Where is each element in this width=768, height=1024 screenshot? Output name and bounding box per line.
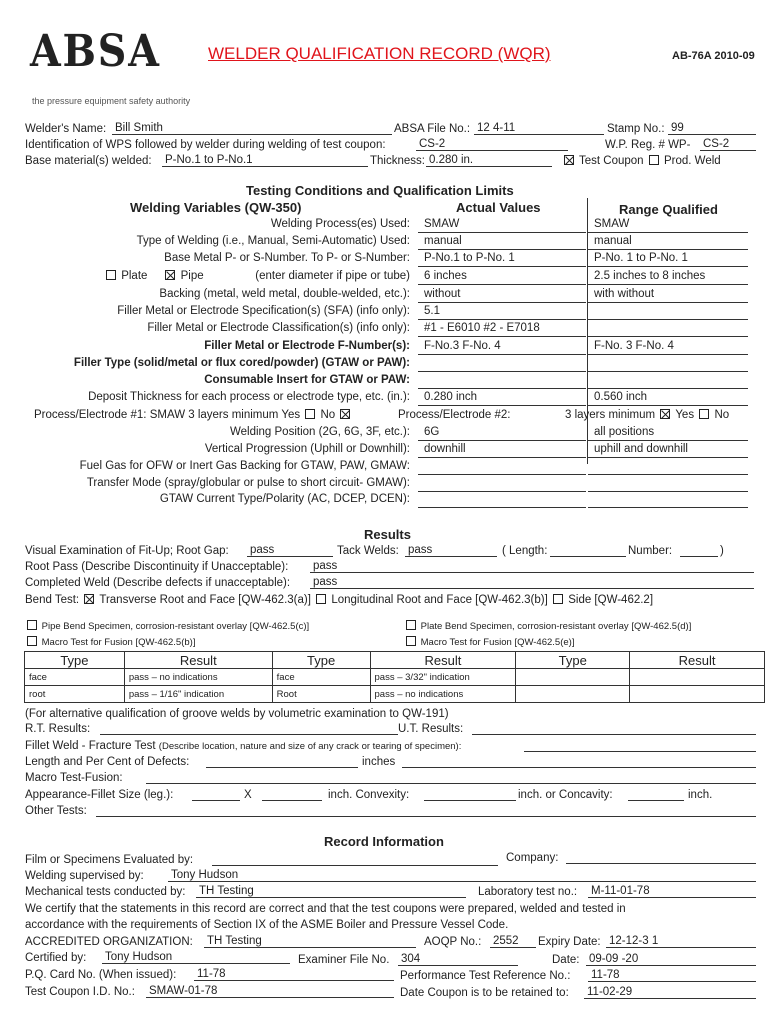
- inch-label: inch.: [688, 789, 713, 801]
- process2-yes-label: Yes: [675, 409, 695, 421]
- plate-bend-label: Plate Bend Specimen, corrosion-resistant overlay [QW-462.5(d)]: [420, 621, 692, 632]
- table-header-cell: Type: [272, 652, 370, 669]
- range-qualified-field[interactable]: 2.5 inches to 8 inches: [588, 269, 748, 285]
- macro1-label: Macro Test for Fusion [QW-462.5(b)]: [41, 637, 196, 648]
- range-qualified-field[interactable]: 0.560 inch: [588, 390, 748, 406]
- process1-label: Process/Electrode #1: SMAW 3 layers minimum Yes: [34, 409, 301, 421]
- side-checkbox[interactable]: [553, 594, 563, 604]
- side-label: Side [QW-462.2]: [568, 594, 654, 606]
- actual-value-field[interactable]: P-No.1 to P-No. 1: [418, 251, 586, 267]
- plate-pipe-group: [104, 270, 204, 282]
- variable-label: (enter diameter if pipe or tube): [255, 270, 410, 282]
- variable-label: Deposit Thickness for each process or electrode type, etc. (in.):: [88, 391, 410, 403]
- convexity-field[interactable]: [424, 788, 516, 801]
- examiner-label: Examiner File No.: [298, 954, 390, 966]
- length-defects-field[interactable]: [206, 755, 358, 768]
- lab-field[interactable]: M-11-01-78: [588, 885, 756, 898]
- macro1-group: [25, 636, 195, 648]
- pq-field[interactable]: 11-78: [194, 968, 394, 981]
- macro2-group: [404, 636, 574, 648]
- certify-line2: accordance with the requirements of Section IX of the ASME Boiler and Pressure Vessel Code.: [25, 919, 509, 931]
- variable-label: Transfer Mode (spray/globular or pulse to short circuit- GMAW):: [86, 477, 410, 489]
- lab-label: Laboratory test no.:: [478, 886, 578, 898]
- base-material-field[interactable]: P-No.1 to P-No.1: [162, 154, 368, 167]
- wps-label: Identification of WPS followed by welder during welding of test coupon:: [25, 139, 386, 151]
- form-number: AB-76A 2010-09: [672, 50, 755, 62]
- ut-label: U.T. Results:: [398, 723, 464, 735]
- range-qualified-field[interactable]: [588, 356, 748, 372]
- table-cell[interactable]: face: [272, 669, 370, 686]
- testing-heading: Testing Conditions and Qualification Limits: [246, 183, 514, 198]
- table-cell[interactable]: Root: [272, 686, 370, 703]
- table-header-cell: Result: [370, 652, 516, 669]
- actual-value-field[interactable]: F-No.3 F-No. 4: [418, 339, 586, 355]
- bend-test-group: [25, 594, 653, 606]
- stamp-field[interactable]: 99: [668, 122, 756, 135]
- certified-field[interactable]: Tony Hudson: [102, 951, 290, 964]
- visual-label: Visual Examination of Fit-Up; Root Gap:: [25, 545, 229, 557]
- range-qualified-field[interactable]: [588, 492, 748, 508]
- perf-label: Performance Test Reference No.:: [400, 970, 571, 982]
- welder-name-field[interactable]: Bill Smith: [112, 122, 392, 135]
- completed-weld-label: Completed Weld (Describe defects if unacceptable):: [25, 577, 291, 589]
- plate-bend-group: [404, 620, 691, 632]
- actual-value-field[interactable]: manual: [418, 234, 586, 250]
- thickness-field[interactable]: 0.280 in.: [426, 154, 552, 167]
- variable-label: GTAW Current Type/Polarity (AC, DCEP, DCEN):: [159, 493, 410, 505]
- actual-value-field[interactable]: 0.280 inch: [418, 390, 586, 406]
- range-qualified-field[interactable]: [588, 304, 748, 320]
- process2-min-label: 3 layers minimum: [565, 409, 656, 421]
- convexity-label: inch. Convexity:: [328, 789, 410, 801]
- company-field[interactable]: [566, 851, 756, 864]
- perf-field[interactable]: 11-78: [588, 969, 756, 982]
- variable-label: Welding Position (2G, 6G, 3F, etc.):: [229, 426, 410, 438]
- test-coupon-label: Test Coupon: [579, 155, 644, 167]
- absa-file-field[interactable]: 12 4-11: [474, 122, 604, 135]
- pipe-label: Pipe: [180, 270, 204, 282]
- process2-label: Process/Electrode #2:: [398, 409, 511, 421]
- fillet-group: [25, 740, 461, 752]
- accredited-label: ACCREDITED ORGANIZATION:: [25, 936, 193, 948]
- range-qualified-header: Range Qualified: [619, 202, 718, 217]
- expiry-field[interactable]: 12-12-3 1: [606, 935, 756, 948]
- mech-label: Mechanical tests conducted by:: [25, 886, 186, 898]
- concavity-field[interactable]: [628, 788, 684, 801]
- prod-weld-checkbox[interactable]: [649, 155, 659, 165]
- table-cell[interactable]: face: [25, 669, 125, 686]
- actual-value-field[interactable]: [418, 492, 586, 508]
- range-qualified-field[interactable]: F-No. 3 F-No. 4: [588, 339, 748, 355]
- table-header-cell: Type: [516, 652, 630, 669]
- welder-name-label: Welder's Name:: [25, 123, 107, 135]
- absa-file-label: ABSA File No.:: [394, 123, 471, 135]
- welding-variables-header: Welding Variables (QW-350): [130, 200, 302, 215]
- actual-value-field[interactable]: [418, 476, 586, 492]
- table-header-cell: Result: [124, 652, 272, 669]
- actual-value-field[interactable]: [418, 459, 586, 475]
- tagline: the pressure equipment safety authority: [32, 96, 191, 106]
- variable-label: Base Metal P- or S-Number. To P- or S-Number:: [164, 252, 410, 264]
- variable-label: Filler Metal or Electrode F-Number(s):: [204, 340, 410, 352]
- longitudinal-label: Longitudinal Root and Face [QW-462.3(b)]: [331, 594, 548, 606]
- actual-value-field[interactable]: 5.1: [418, 304, 586, 320]
- concavity-label: inch. or Concavity:: [518, 789, 613, 801]
- variable-label: Filler Metal or Electrode Specification(s) (SFA) (info only):: [117, 305, 410, 317]
- table-cell[interactable]: [516, 669, 630, 686]
- plate-label: Plate: [121, 270, 148, 282]
- actual-value-field[interactable]: 6G: [418, 425, 586, 441]
- range-qualified-field[interactable]: [588, 321, 748, 337]
- aoqp-field[interactable]: 2552: [490, 935, 536, 948]
- table-header-cell: Result: [630, 652, 765, 669]
- process1-group: [34, 409, 352, 421]
- appearance-label: Appearance-Fillet Size (leg.):: [25, 789, 174, 801]
- longitudinal-checkbox[interactable]: [316, 594, 326, 604]
- actual-value-field[interactable]: [418, 373, 586, 389]
- table-header-cell: Type: [25, 652, 125, 669]
- table-cell[interactable]: [630, 669, 765, 686]
- process1-no-checkbox[interactable]: [340, 409, 350, 419]
- certified-label: Certified by:: [25, 952, 87, 964]
- actual-value-field[interactable]: without: [418, 287, 586, 303]
- range-qualified-field[interactable]: uphill and downhill: [588, 442, 748, 458]
- macro1-checkbox[interactable]: [27, 636, 37, 646]
- transverse-label: Transverse Root and Face [QW-462.3(a)]: [99, 594, 311, 606]
- table-cell[interactable]: [630, 686, 765, 703]
- root-pass-field[interactable]: pass: [310, 560, 754, 573]
- leg1-field[interactable]: [192, 788, 240, 801]
- supervised-label: Welding supervised by:: [25, 870, 144, 882]
- aoqp-label: AOQP No.:: [424, 936, 482, 948]
- fillet-label: Fillet Weld - Fracture Test: [25, 740, 156, 752]
- pipe-checkbox[interactable]: [165, 270, 175, 280]
- prod-weld-label: Prod. Weld: [663, 155, 721, 167]
- range-qualified-field[interactable]: [588, 373, 748, 389]
- process1-no-label: No: [320, 409, 336, 421]
- date-label: Date:: [552, 954, 580, 966]
- process2-no-label: No: [714, 409, 730, 421]
- examiner-field[interactable]: 304: [398, 953, 518, 966]
- tack-label: Tack Welds:: [337, 545, 399, 557]
- pipe-bend-group: [25, 620, 309, 632]
- other-tests-field[interactable]: [96, 804, 756, 817]
- variable-label: Type of Welding (i.e., Manual, Semi-Automatic) Used:: [136, 235, 410, 247]
- retain-field[interactable]: 11-02-29: [584, 986, 756, 999]
- fillet-field[interactable]: [524, 739, 756, 752]
- rt-label: R.T. Results:: [25, 723, 91, 735]
- pipe-bend-label: Pipe Bend Specimen, corrosion-resistant overlay [QW-462.5(c)]: [41, 621, 310, 632]
- close-paren: ): [720, 545, 724, 557]
- macro-fusion-field[interactable]: [146, 771, 756, 784]
- accredited-field[interactable]: TH Testing: [204, 935, 416, 948]
- certify-line1: We certify that the statements in this record are correct and that the test coupons were prepared, welded and tested in: [25, 903, 626, 915]
- plate-checkbox[interactable]: [106, 270, 116, 280]
- length-field[interactable]: [550, 544, 626, 557]
- number-label: Number:: [628, 545, 673, 557]
- pipe-bend-checkbox[interactable]: [27, 620, 37, 630]
- table-cell[interactable]: root: [25, 686, 125, 703]
- absa-logo: ABSA: [30, 26, 161, 77]
- film-label: Film or Specimens Evaluated by:: [25, 854, 194, 866]
- date-field[interactable]: 09-09 -20: [586, 953, 756, 966]
- table-cell[interactable]: pass – 3/32" indication: [370, 669, 516, 686]
- x-label: X: [244, 789, 252, 801]
- coupon-field[interactable]: SMAW-01-78: [146, 985, 394, 998]
- process2-group: [565, 409, 729, 421]
- process2-yes-checkbox[interactable]: [660, 409, 670, 419]
- table-header-row: [25, 652, 765, 669]
- ut-field[interactable]: [472, 722, 756, 735]
- expiry-label: Expiry Date:: [538, 936, 601, 948]
- tack-field[interactable]: pass: [405, 544, 497, 557]
- table-cell[interactable]: [516, 686, 630, 703]
- actual-value-field[interactable]: #1 - E6010 #2 - E7018: [418, 321, 586, 337]
- macro2-checkbox[interactable]: [406, 636, 416, 646]
- range-qualified-field[interactable]: with without: [588, 287, 748, 303]
- root-pass-label: Root Pass (Describe Discontinuity if Unacceptable):: [25, 561, 289, 573]
- table-cell[interactable]: pass – 1/16" indication: [124, 686, 272, 703]
- wps-field[interactable]: CS-2: [416, 138, 568, 151]
- table-cell[interactable]: pass – no indications: [370, 686, 516, 703]
- variable-label: Welding Process(es) Used:: [270, 218, 410, 230]
- macro2-label: Macro Test for Fusion [QW-462.5(e)]: [420, 637, 575, 648]
- length-defects-label: Length and Per Cent of Defects:: [25, 756, 190, 768]
- other-tests-label: Other Tests:: [25, 805, 87, 817]
- wp-reg-field[interactable]: CS-2: [700, 138, 756, 151]
- stamp-label: Stamp No.:: [607, 123, 665, 135]
- supervised-field[interactable]: Tony Hudson: [168, 869, 756, 882]
- alt-note: (For alternative qualification of groove welds by volumetric examination to QW-191): [25, 708, 449, 720]
- retain-label: Date Coupon is to be retained to:: [400, 987, 569, 999]
- range-qualified-field[interactable]: all positions: [588, 425, 748, 441]
- visual-field[interactable]: pass: [247, 544, 333, 557]
- fillet-desc: (Describe location, nature and size of any crack or tearing of specimen):: [158, 741, 462, 752]
- length-label: ( Length:: [502, 545, 548, 557]
- leg2-field[interactable]: [262, 788, 322, 801]
- company-label: Company:: [506, 852, 559, 864]
- actual-values-header: Actual Values: [456, 200, 541, 215]
- transverse-checkbox[interactable]: [84, 594, 94, 604]
- test-coupon-checkbox[interactable]: [564, 155, 574, 165]
- mech-field[interactable]: TH Testing: [196, 885, 466, 898]
- table-row: [25, 669, 765, 686]
- range-qualified-field[interactable]: [588, 459, 748, 475]
- variable-label: Filler Metal or Electrode Classification(s) (info only):: [147, 322, 410, 334]
- bend-results-table: [24, 651, 765, 703]
- variable-label: Vertical Progression (Uphill or Downhill):: [204, 443, 410, 455]
- table-cell[interactable]: pass – no indications: [124, 669, 272, 686]
- plate-bend-checkbox[interactable]: [406, 620, 416, 630]
- thickness-label: Thickness:: [370, 155, 425, 167]
- rt-field[interactable]: [100, 722, 398, 735]
- actual-value-field[interactable]: downhill: [418, 442, 586, 458]
- process2-no-checkbox[interactable]: [699, 409, 709, 419]
- number-field[interactable]: [680, 544, 718, 557]
- variable-label: Filler Type (solid/metal or flux cored/powder) (GTAW or PAW):: [73, 357, 410, 369]
- percent-defects-field[interactable]: [402, 755, 756, 768]
- macro-fusion-label: Macro Test-Fusion:: [25, 772, 123, 784]
- wp-reg-label: W.P. Reg. # WP-: [605, 139, 691, 151]
- range-qualified-field[interactable]: manual: [588, 234, 748, 250]
- variable-label: Backing (metal, weld metal, double-welded, etc.):: [159, 288, 410, 300]
- variable-label: Fuel Gas for OFW or Inert Gas Backing for GTAW, PAW, GMAW:: [79, 460, 410, 472]
- base-material-label: Base material(s) welded:: [25, 155, 152, 167]
- pq-label: P.Q. Card No. (When issued):: [25, 969, 177, 981]
- film-field[interactable]: [212, 853, 498, 866]
- actual-value-field[interactable]: [418, 356, 586, 372]
- table-row: [25, 686, 765, 703]
- range-qualified-field[interactable]: [588, 476, 748, 492]
- actual-value-field[interactable]: 6 inches: [418, 269, 586, 285]
- form-title: WELDER QUALIFICATION RECORD (WQR): [208, 44, 551, 63]
- coupon-type-group: [562, 155, 721, 167]
- inches-label: inches: [362, 756, 396, 768]
- completed-weld-field[interactable]: pass: [310, 576, 754, 589]
- bend-test-label: Bend Test:: [25, 594, 80, 606]
- range-qualified-field[interactable]: P-No. 1 to P-No. 1: [588, 251, 748, 267]
- variable-label: Consumable Insert for GTAW or PAW:: [204, 374, 410, 386]
- range-qualified-field[interactable]: SMAW: [588, 217, 748, 233]
- process1-yes-checkbox[interactable]: [305, 409, 315, 419]
- coupon-label: Test Coupon I.D. No.:: [25, 986, 135, 998]
- record-heading: Record Information: [324, 834, 444, 849]
- actual-value-field[interactable]: SMAW: [418, 217, 586, 233]
- results-heading: Results: [364, 527, 411, 542]
